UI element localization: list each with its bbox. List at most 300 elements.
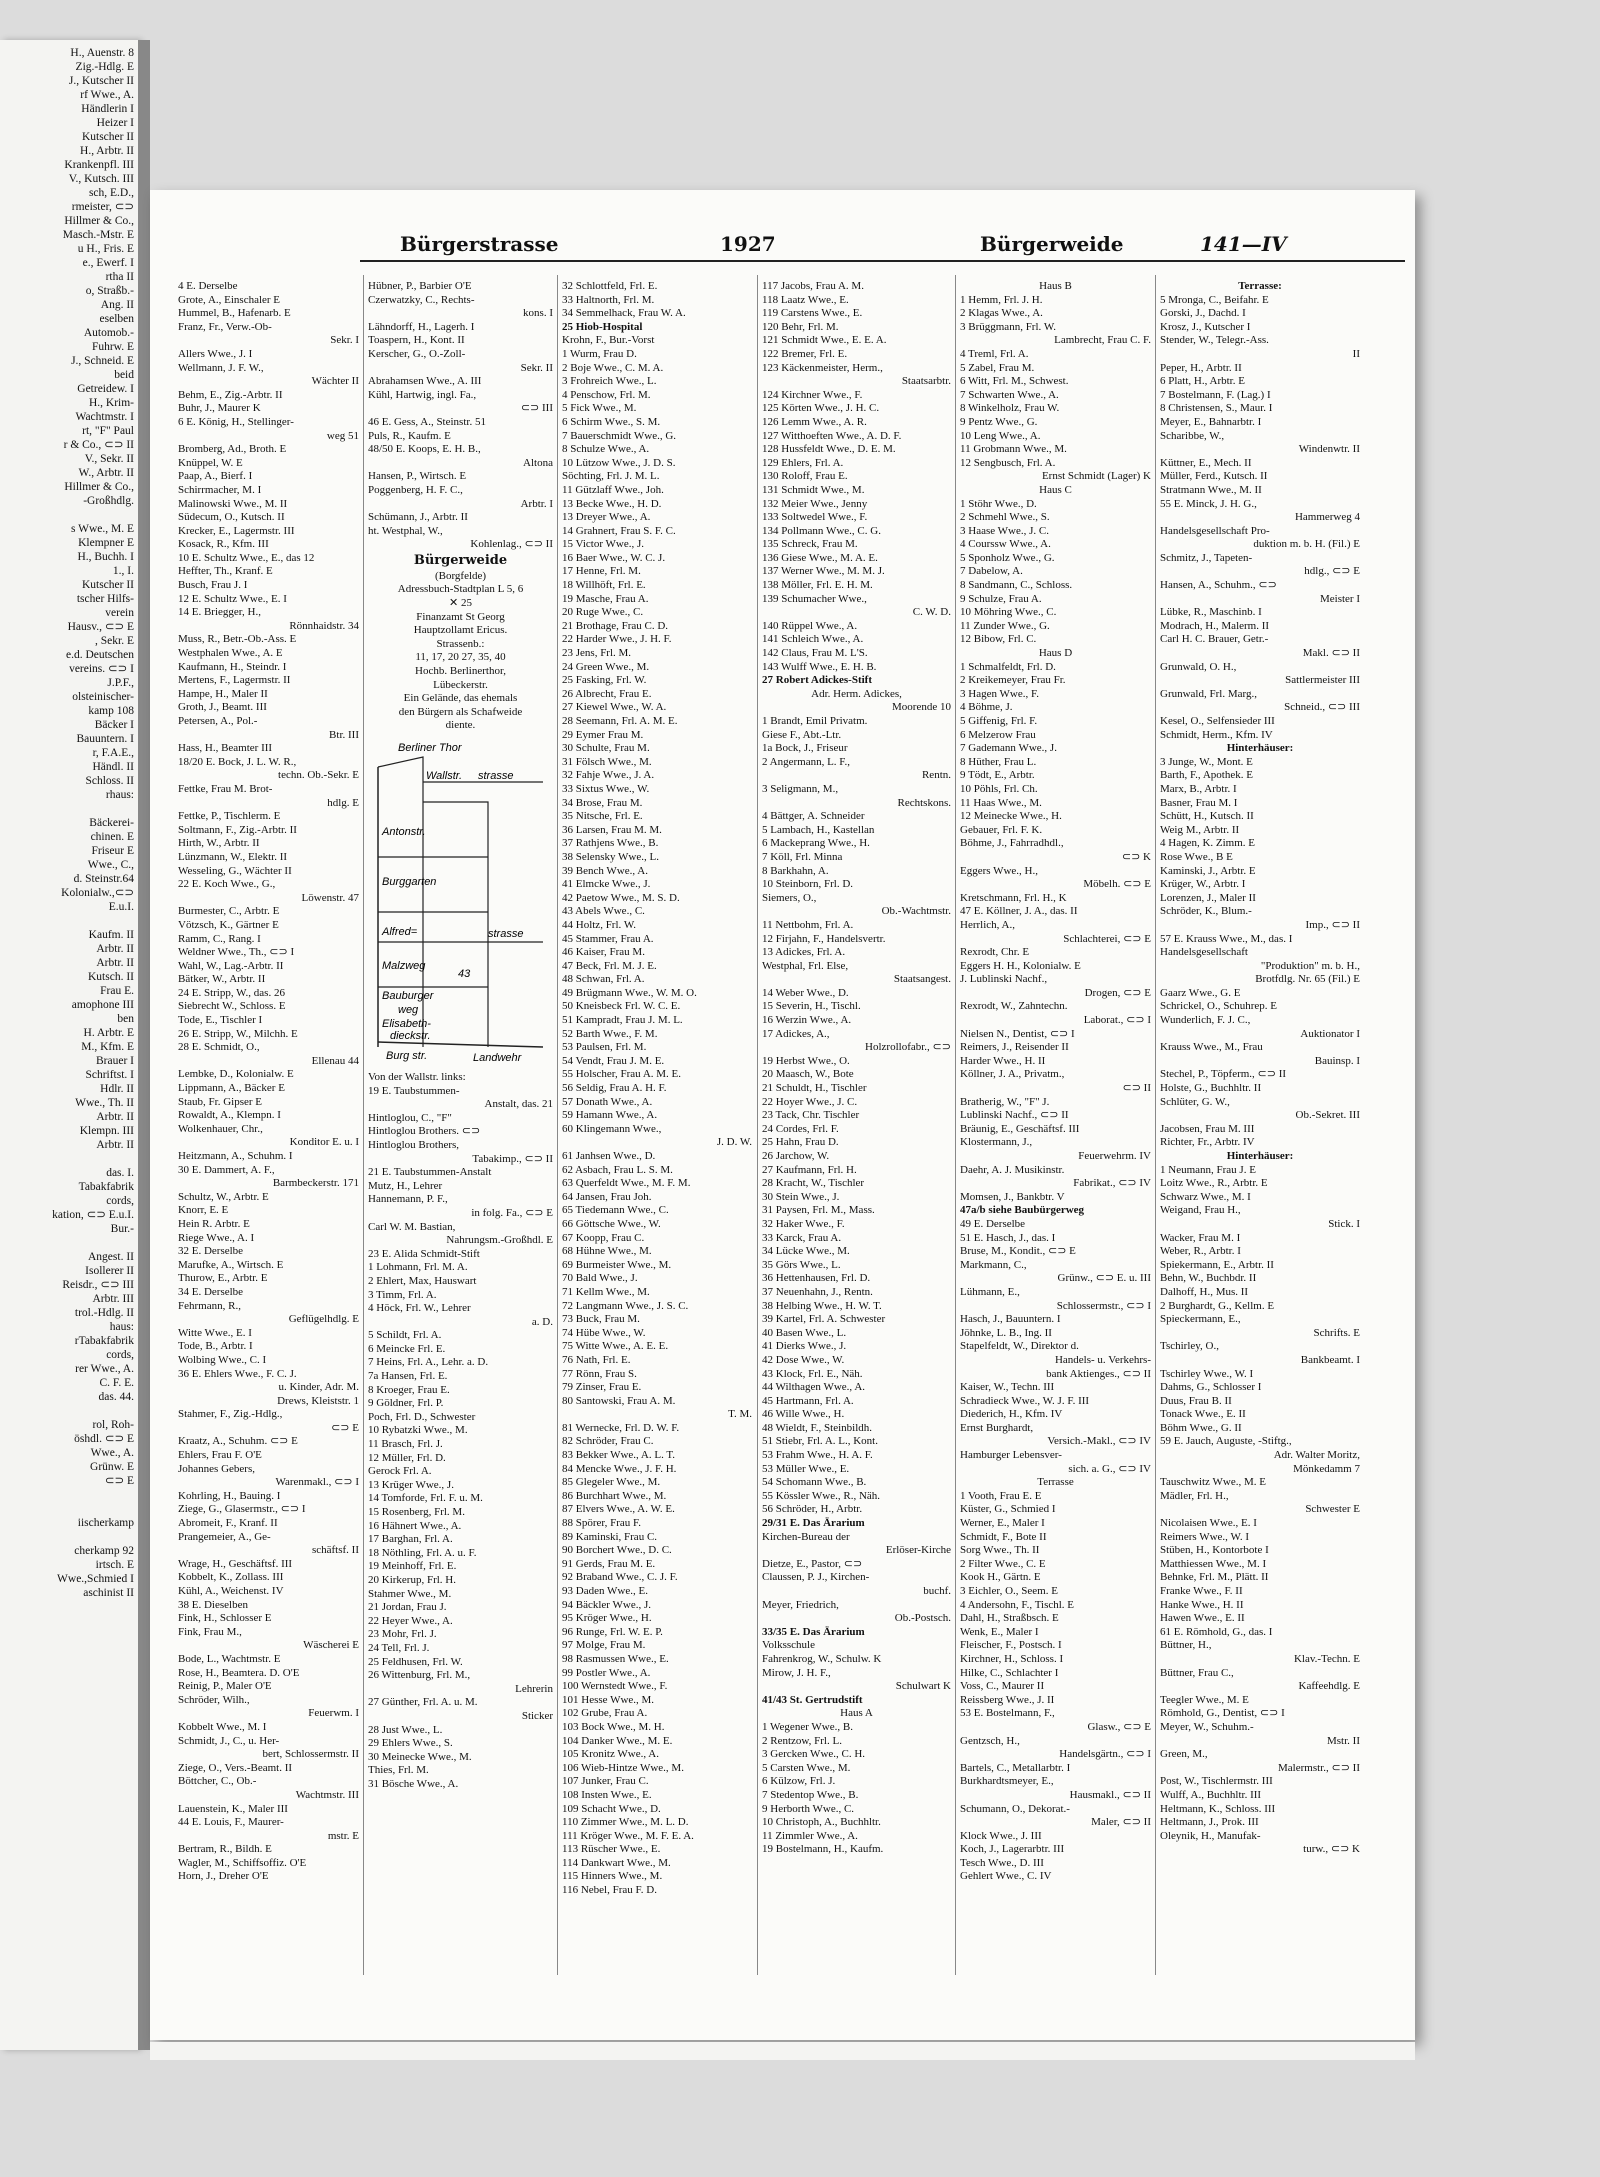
strip-line: rmeister, ⊂⊃ (71, 201, 134, 213)
directory-entry: 42 Paetow Wwe., M. S. D. (562, 891, 680, 904)
directory-entry: 17 Barghan, Frl. A. (368, 1533, 453, 1546)
directory-entry: 24 Tell, Frl. J. (368, 1641, 430, 1654)
directory-entry: Toaspern, H., Kont. II (368, 334, 465, 347)
directory-entry: 33/35 E. Das Ärarium (762, 1625, 865, 1638)
directory-entry: Puls, R., Kaufm. E (368, 429, 451, 442)
directory-entry: 14 Grahnert, Frau S. F. C. (562, 524, 676, 537)
directory-entry: 137 Werner Wwe., M. M. J. (762, 565, 885, 578)
directory-entry: 117 Jacobs, Frau A. M. (762, 280, 864, 292)
directory-entry: Dahms, G., Schlosser I (1160, 1381, 1262, 1394)
strip-line: d. Steinstr.64 (73, 873, 134, 885)
directory-entry: techn. Ob.-Sekr. E (278, 769, 359, 782)
strip-line: Kaufm. II (88, 929, 134, 941)
directory-entry: Handelsgärtn., ⊂⊃ I (1059, 1748, 1151, 1761)
strip-line: Schloss. II (85, 775, 134, 787)
directory-entry: 28 Kracht, W., Tischler (762, 1177, 865, 1190)
directory-entry: 136 Giese Wwe., M. A. E. (762, 551, 878, 564)
directory-entry: Thurow, E., Arbtr. E (178, 1272, 268, 1285)
directory-entry: Weigand, Frau H., (1160, 1204, 1241, 1217)
directory-entry: 9 Herborth Wwe., C. (762, 1802, 855, 1815)
directory-entry: Köllner, J. A., Privatm., (960, 1068, 1065, 1081)
directory-entry: Barth, F., Apothek. E (1160, 769, 1253, 782)
directory-column-6 (1160, 280, 1360, 1980)
directory-entry: Lorenzen, J., Maler II (1160, 891, 1256, 904)
strip-line: Wachtmstr. I (75, 411, 134, 423)
directory-entry: Lübke, R., Maschinb. I (1160, 606, 1262, 619)
directory-entry: Mutz, H., Lehrer (368, 1179, 443, 1192)
directory-entry: Stick. I (1328, 1217, 1360, 1230)
directory-entry: Lehrerin (515, 1682, 553, 1695)
directory-entry: 28 Just Wwe., L. (368, 1723, 443, 1736)
directory-entry: Schirrmacher, M. I (178, 483, 262, 496)
directory-entry: 1 Brandt, Emil Privatm. (762, 715, 868, 727)
directory-entry: Tauschwitz Wwe., M. E (1160, 1476, 1266, 1489)
directory-entry: Petersen, A., Pol.- (178, 715, 258, 727)
directory-entry: 88 Spörer, Frau F. (562, 1517, 642, 1530)
strip-line: amophone III (71, 999, 134, 1011)
directory-entry: Schröder, K., Blum.- (1160, 905, 1252, 918)
directory-entry: 1 Hemm, Frl. J. H. (960, 293, 1043, 306)
directory-entry: Hinterhäuser: (1226, 742, 1294, 755)
strip-line: chinen. E (90, 831, 134, 843)
directory-entry: 120 Behr, Frl. M. (762, 320, 839, 333)
directory-entry: 25 Hahn, Frau D. (762, 1136, 839, 1149)
directory-entry: 37 Neuenhahn, J., Rentn. (762, 1285, 873, 1298)
directory-entry: ht. Westphal, W., (368, 524, 443, 537)
directory-entry: Kaiser, W., Techn. III (960, 1381, 1055, 1394)
directory-entry: ⊂⊃ II (1122, 1082, 1151, 1095)
directory-entry: Ob.-Wachtmstr. (881, 905, 951, 918)
directory-entry: Sorg Wwe., Th. II (960, 1544, 1040, 1557)
directory-entry: 30 Schulte, Frau M. (562, 742, 650, 755)
strip-line: M., Kfm. E (81, 1041, 134, 1053)
directory-entry: Handels- u. Verkehrs- (1054, 1353, 1151, 1366)
directory-entry: 56 Seldig, Frau A. H. F. (562, 1082, 667, 1095)
directory-entry: 33 Karck, Frau A. (762, 1231, 842, 1244)
strip-line: eselben (99, 313, 134, 325)
directory-entry: Ziege, O., Vers.-Beamt. II (178, 1761, 293, 1774)
page-bottom-edge (150, 2042, 1415, 2060)
directory-entry: 6 E. König, H., Stellinger- (178, 415, 294, 428)
directory-entry: Marx, B., Arbtr. I (1160, 782, 1237, 795)
strip-line: Arbtr. II (96, 957, 134, 969)
directory-entry: 63 Querfeldt Wwe., M. F. M. (562, 1177, 691, 1190)
map-label: Burggarten (382, 876, 437, 888)
directory-entry: 19 E. Taubstummen- (368, 1084, 460, 1097)
directory-entry: 44 Holtz, Frl. W. (562, 918, 636, 931)
directory-entry: 132 Meier Wwe., Jenny (762, 497, 868, 510)
directory-entry: 26 Jarchow, W. (762, 1150, 830, 1162)
directory-entry: Grunwald, Frl. Marg., (1160, 687, 1257, 700)
directory-entry: Sekr. II (520, 361, 553, 374)
directory-entry: 138 Möller, Frl. E. H. M. (762, 579, 873, 592)
directory-entry: 9 Schulze, Frau A. (960, 592, 1042, 605)
directory-entry: 57 Donath Wwe., A. (562, 1095, 653, 1108)
directory-entry: 71 Kellm Wwe., M. (562, 1285, 650, 1298)
directory-entry: 21 Schuldt, H., Tischler (762, 1082, 867, 1095)
directory-entry: 68 Hühne Wwe., M. (562, 1245, 652, 1258)
directory-entry: 38 Helbing Wwe., H. W. T. (762, 1299, 882, 1312)
directory-entry: Schumann, O., Dekorat.- (960, 1802, 1070, 1815)
directory-entry: Teegler Wwe., M. E (1160, 1693, 1249, 1706)
strip-line: J., Kutscher II (68, 75, 134, 87)
directory-entry: Kaminski, J., Arbtr. E (1160, 864, 1256, 877)
directory-entry: Nicolaisen Wwe., E. I (1160, 1517, 1257, 1530)
directory-entry: 36 Larsen, Frau M. M. (562, 823, 662, 836)
strip-line: Wwe., A. (90, 1447, 134, 1459)
directory-entry: 133 Soltwedel Wwe., F. (762, 511, 868, 524)
directory-entry: 17 Adickes, A., (762, 1027, 830, 1040)
strip-line: Bäcker I (94, 719, 134, 731)
directory-entry: Horn, J., Dreher O'E (178, 1870, 269, 1883)
strip-line: aschinist II (83, 1587, 134, 1599)
directory-entry: Soltmann, F., Zig.-Arbtr. II (178, 823, 297, 836)
directory-entry: Dietze, E., Pastor, ⊂⊃ (762, 1557, 863, 1570)
column-2-lower-entries (368, 1071, 553, 1791)
directory-entry: 3 Hagen Wwe., F. (960, 687, 1039, 700)
directory-entry: 39 Bench Wwe., A. (562, 864, 648, 877)
directory-entry: Schmidt, Herm., Kfm. IV (1160, 728, 1273, 741)
directory-entry: 4 Bättger, A. Schneider (762, 810, 865, 823)
directory-entry: Krüger, W., Arbtr. I (1160, 878, 1246, 891)
directory-entry: Spiekermann, E., Arbtr. II (1160, 1258, 1274, 1271)
directory-entry: Spieckermann, E., (1160, 1313, 1241, 1326)
directory-entry: Klock Wwe., J. III (960, 1829, 1042, 1842)
directory-entry: 96 Runge, Frl. W. E. P. (562, 1625, 663, 1638)
directory-entry: schäftsf. II (311, 1544, 359, 1557)
directory-entry: duktion m. b. H. (Fil.) E (1253, 538, 1360, 551)
directory-entry: 23 Tack, Chr. Tischler (762, 1109, 860, 1122)
directory-entry: 54 Schomann Wwe., B. (762, 1476, 867, 1489)
map-label: Malzweg (382, 960, 426, 972)
directory-entry: Schlüter, G. W., (1160, 1095, 1230, 1108)
directory-entry: 80 Santowski, Frau A. M. (562, 1394, 676, 1407)
directory-entry: 102 Grube, Frau A. (562, 1707, 648, 1720)
directory-entry: Diederich, H., Kfm. IV (960, 1408, 1063, 1421)
directory-entry: Mstr. II (1327, 1734, 1360, 1747)
strip-line: ben (117, 1013, 134, 1025)
directory-entry: Böhm Wwe., G. II (1160, 1421, 1242, 1434)
directory-entry: Gerock Frl. A. (368, 1465, 432, 1478)
directory-entry: 28 E. Schmidt, O., (178, 1041, 260, 1054)
strip-line: rt, "F" Paul (82, 425, 134, 437)
directory-entry: 5 Mronga, C., Beifahr. E (1160, 293, 1269, 306)
directory-entry: 5 Fick Wwe., M. (562, 402, 637, 415)
column-divider (363, 275, 364, 1975)
directory-entry: 33 Sixtus Wwe., W. (562, 782, 650, 795)
directory-entry: 135 Schreck, Frau M. (762, 538, 858, 551)
directory-entry: Stapelfeldt, W., Direktor d. (960, 1340, 1079, 1353)
directory-entry: Wunderlich, F. J. C., (1160, 1014, 1251, 1027)
directory-entry: Finanzamt St Georg (416, 610, 505, 623)
directory-entry: 47 Beck, Frl. M. J. E. (562, 959, 657, 972)
directory-entry: Hintloglou Brothers, (368, 1138, 460, 1151)
directory-entry: 31 Paysen, Frl. M., Mass. (762, 1204, 875, 1217)
directory-entry: Riege Wwe., A. I (178, 1231, 255, 1244)
directory-entry: J. D. W. (716, 1136, 752, 1149)
directory-entry: 16 Hähnert Wwe., A. (368, 1519, 462, 1532)
strip-line: Wwe., C., (87, 859, 134, 871)
directory-entry: Hummel, B., Hafenarb. E (178, 307, 291, 320)
directory-entry: Adr. Herm. Adickes, (811, 687, 902, 700)
directory-entry: Fettke, Frau M. Brot- (178, 782, 273, 795)
directory-entry: Ernst Burghardt, (960, 1421, 1034, 1434)
strip-line: rhaus: (105, 789, 134, 801)
directory-entry: Lublinski Nachf., ⊂⊃ II (960, 1109, 1069, 1122)
directory-entry: Weber, R., Arbtr. I (1160, 1245, 1241, 1258)
directory-entry: 26 Wittenburg, Frl. M., (368, 1669, 471, 1682)
strip-line: Grünw. E (90, 1461, 134, 1473)
directory-entry: Klav.-Techn. E (1293, 1652, 1360, 1665)
directory-entry: Eggers Wwe., H., (960, 864, 1038, 877)
directory-entry: 72 Langmann Wwe., J. S. C. (562, 1299, 689, 1312)
directory-entry: Franke Wwe., F. II (1160, 1585, 1243, 1597)
directory-entry: 2 Schmehl Wwe., S. (960, 511, 1050, 524)
directory-entry: Lähndorff, H., Lagerh. I (368, 320, 475, 333)
directory-entry: 141 Schleich Wwe., A. (762, 633, 864, 646)
directory-entry: 19 Meinhoff, Frl. E. (368, 1560, 457, 1573)
directory-entry: 1 Stöhr Wwe., D. (960, 497, 1037, 510)
directory-entry: Kohrling, H., Bauing. I (178, 1489, 281, 1502)
directory-entry: 93 Daden Wwe., E. (562, 1585, 648, 1597)
directory-entry: 48 Wieldt, F., Steinbildh. (762, 1421, 873, 1434)
map-label: strasse (488, 928, 524, 940)
directory-entry: 4 Andersohn, F., Tischl. E (960, 1598, 1075, 1611)
strip-line: , Sekr. E (95, 635, 134, 647)
directory-entry: Böhme, J., Fahrradhdl., (960, 837, 1064, 850)
strip-line: Kutscher II (81, 131, 134, 143)
directory-entry: Ramm, C., Rang. I (178, 932, 261, 945)
directory-entry: 7a Hansen, Frl. E. (368, 1370, 448, 1383)
directory-entry: Mädler, Frl. H., (1160, 1489, 1229, 1502)
directory-entry: 13 Adickes, Frl. A. (762, 946, 846, 959)
directory-entry: 3 Seligmann, M., (762, 782, 839, 795)
directory-entry: 6 Külzow, Frl. J. (762, 1775, 836, 1788)
strip-line: Hillmer & Co., (64, 481, 134, 493)
directory-entry: Weldner Wwe., Th., ⊂⊃ I (178, 946, 295, 959)
directory-entry: 3 Brüggmann, Frl. W. (960, 320, 1056, 333)
strip-line: W., Arbtr. II (78, 467, 134, 479)
strip-line: Händl. II (92, 761, 134, 773)
directory-entry: 15 Victor Wwe., J. (562, 538, 645, 551)
directory-entry: Hintloglou Brothers. ⊂⊃ (368, 1125, 481, 1138)
directory-entry: Moorende 10 (892, 701, 951, 714)
directory-entry: 55 Holscher, Frau A. M. E. (562, 1068, 682, 1081)
directory-entry: 90 Borchert Wwe., D. C. (562, 1544, 672, 1557)
directory-entry: Dahl, H., Straßbsch. E (960, 1612, 1059, 1625)
directory-entry: 26 E. Stripp, W., Milchh. E (178, 1027, 298, 1040)
directory-entry: Hinterhäuser: (1226, 1150, 1294, 1162)
directory-entry: Lambrecht, Frau C. F. (1054, 334, 1151, 347)
directory-entry: Witte Wwe., E. I (178, 1326, 252, 1339)
directory-entry: Schlossermstr., ⊂⊃ I (1056, 1299, 1151, 1312)
directory-entry: 32 Schlottfeld, Frl. E. (562, 280, 658, 292)
directory-entry: Wahl, W., Lag.-Arbtr. II (178, 959, 284, 972)
directory-entry: 3 Eichler, O., Seem. E (960, 1585, 1058, 1597)
directory-entry: 52 Barth Wwe., F. M. (562, 1027, 658, 1040)
directory-entry: Bertram, R., Bildh. E (178, 1843, 272, 1856)
directory-entry: 54 Vendt, Frau J. M. E. (562, 1054, 665, 1067)
street-map-svg (368, 737, 548, 1067)
directory-entry: 46 Kaiser, Frau M. (562, 946, 645, 959)
strip-line: Arbtr. II (96, 943, 134, 955)
directory-entry: 1 Neumann, Frau J. E (1160, 1163, 1256, 1176)
directory-entry: 30 E. Dammert, A. F., (178, 1163, 275, 1176)
directory-entry: 10 Steinborn, Frl. D. (762, 878, 854, 891)
directory-entry: Hampe, H., Maler II (178, 687, 268, 700)
directory-entry: Schradieck Wwe., W. J. F. III (960, 1394, 1090, 1407)
directory-entry: 1a Bock, J., Friseur (762, 742, 848, 755)
directory-entry: 11 Grobmann Wwe., M. (960, 443, 1067, 456)
directory-entry: 10 Christoph, A., Buchhltr. (762, 1816, 881, 1829)
directory-entry: 11 Zunder Wwe., G. (960, 619, 1050, 632)
strip-line: Bur.- (110, 1223, 134, 1235)
directory-entry: Wolbing Wwe., C. I (178, 1353, 267, 1366)
directory-entry: Lühmann, E., (960, 1285, 1020, 1298)
directory-entry: Hausmakl., ⊂⊃ II (1069, 1788, 1151, 1801)
directory-entry: 97 Molge, Frau M. (562, 1639, 646, 1652)
directory-entry: 95 Kröger Wwe., H. (562, 1612, 652, 1625)
strip-line: H., Arbtr. II (80, 145, 134, 157)
directory-entry: 2 Klagas Wwe., A. (960, 307, 1043, 320)
directory-entry: 81 Wernecke, Frl. D. W. F. (562, 1421, 680, 1434)
directory-entry: Hass, H., Beamter III (178, 742, 273, 755)
directory-entry: Modrach, H., Malerm. II (1160, 619, 1270, 632)
directory-entry: Eggers H. H., Kolonialw. E (960, 959, 1081, 972)
directory-entry: 2 Kreikemeyer, Frau Fr. (960, 674, 1066, 687)
directory-entry: Gaarz Wwe., G. E (1160, 986, 1241, 999)
directory-entry: 24 Green Wwe., M. (562, 660, 650, 673)
directory-entry: buchf. (923, 1585, 951, 1597)
directory-entry: 12 Firjahn, F., Handelsvertr. (762, 932, 886, 945)
directory-entry: 27 Kiewel Wwe., W. A. (562, 701, 667, 714)
directory-entry: Ernst Schmidt (Lager) K (1041, 470, 1151, 483)
directory-entry: Johannes Gebers, (178, 1462, 255, 1475)
strip-line: H., Krim- (88, 397, 134, 409)
directory-entry: Gehlert Wwe., C. IV (960, 1870, 1052, 1883)
directory-entry: Büttner, Frau C., (1160, 1666, 1234, 1679)
directory-entry: den Bürgern als Schafweide (398, 705, 523, 718)
directory-entry: 74 Hübe Wwe., W. (562, 1326, 646, 1339)
directory-entry: 11, 17, 20 27, 35, 40 (415, 651, 506, 664)
directory-entry: 76 Nath, Frl. E. (562, 1353, 631, 1366)
directory-entry: 33 Haltnorth, Frl. M. (562, 293, 655, 306)
directory-entry: in folg. Fa., ⊂⊃ E (471, 1206, 553, 1219)
directory-entry: a. D. (531, 1315, 553, 1328)
directory-entry: T. M. (728, 1408, 752, 1421)
previous-page-strip (0, 40, 138, 2050)
directory-entry: Mertens, F., Lagermstr. II (178, 674, 291, 687)
strip-line: Friseur E (91, 845, 134, 857)
directory-entry: 23 E. Alida Schmidt-Stift (368, 1247, 480, 1260)
directory-entry: 27 Kaufmann, Frl. H. (762, 1163, 857, 1176)
directory-entry: Brotfdlg. Nr. 65 (Fil.) E (1255, 973, 1360, 986)
directory-entry: Hochb. Berlinerthor, (415, 665, 506, 678)
directory-entry: 51 Kampradt, Frau J. M. L. (562, 1014, 683, 1027)
directory-entry: Fahrenkrog, W., Schulw. K (762, 1652, 882, 1665)
strip-line: Hausv., ⊂⊃ E (67, 621, 134, 633)
directory-entry: 12 Müller, Frl. D. (368, 1451, 446, 1464)
directory-entry: Meister I (1319, 592, 1360, 605)
directory-entry: ✕ 25 (449, 597, 472, 610)
directory-entry: Feuerwehrm. IV (1078, 1150, 1151, 1162)
strip-line: u H., Fris. E (77, 243, 134, 255)
directory-entry: Ehlers, Frau F. O'E (178, 1449, 262, 1462)
directory-entry: "Produktion" m. b. H., (1260, 959, 1360, 972)
directory-entry: 34 Lücke Wwe., M. (762, 1245, 850, 1258)
directory-entry: 30 Stein Wwe., J. (762, 1190, 840, 1203)
directory-entry: Weig M., Arbtr. II (1160, 823, 1240, 836)
strip-line: kation, ⊂⊃ E.u.I. (52, 1209, 134, 1221)
directory-entry: Schulwart K (895, 1680, 951, 1693)
directory-entry: 84 Mencke Wwe., J. F. H. (562, 1462, 677, 1475)
directory-entry: 4 Höck, Frl. W., Lehrer (368, 1302, 471, 1315)
directory-entry: 19 Bostelmann, H., Kaufm. (762, 1843, 884, 1856)
directory-entry: Gentzsch, H., (960, 1734, 1020, 1747)
directory-entry: 1 Schmalfeldt, Frl. D. (960, 660, 1056, 673)
map-label: Landwehr (473, 1052, 522, 1064)
directory-entry: Böttcher, C., Ob.- (178, 1775, 257, 1788)
strip-line: Klempner E (78, 537, 134, 549)
directory-entry: Harder Wwe., H. II (960, 1054, 1046, 1067)
directory-entry: 53 E. Bostelmann, F., (960, 1707, 1055, 1720)
directory-entry: Schultz, W., Arbtr. E (178, 1190, 269, 1203)
strip-line: Masch.-Mstr. E (62, 229, 134, 241)
directory-entry: Hilke, C., Schlachter I (960, 1666, 1059, 1679)
directory-entry: 22 Hoyer Wwe., J. C. (762, 1095, 858, 1108)
directory-entry: 65 Tiedemann Wwe., C. (562, 1204, 669, 1217)
strip-line: C. F. E. (99, 1377, 134, 1389)
directory-entry: Schlachterei, ⊂⊃ E (1063, 932, 1151, 945)
directory-entry: Meyer, W., Schuhm.- (1160, 1720, 1254, 1733)
directory-entry: 15 Rosenberg, Frl. M. (368, 1506, 465, 1518)
directory-entry: 126 Lemm Wwe., A. R. (762, 415, 867, 428)
directory-entry: Richter, Fr., Arbtr. IV (1160, 1136, 1255, 1149)
directory-entry: 14 Weber Wwe., D. (762, 986, 849, 999)
directory-entry: 105 Kronitz Wwe., A. (562, 1748, 659, 1761)
directory-entry: Wächter II (311, 375, 359, 388)
directory-entry: Stechel, P., Töpferm., ⊂⊃ II (1160, 1068, 1287, 1081)
directory-entry: Südecum, O., Kutsch. II (178, 511, 285, 524)
directory-entry: Hauptzollamt Ericus. (413, 624, 508, 637)
directory-entry: Rechtskons. (897, 796, 951, 809)
directory-entry: Lünzmann, W., Elektr. II (178, 850, 288, 863)
directory-entry: 100 Wernstedt Wwe., F. (562, 1680, 668, 1693)
strip-line: Tabakfabrik (78, 1181, 134, 1193)
map-label: Berliner Thor (398, 742, 462, 754)
directory-entry: Schmidt, F., Bote II (960, 1530, 1047, 1543)
directory-entry: 5 Carsten Wwe., M. (762, 1761, 851, 1774)
directory-entry: Koch, J., Lagerarbtr. III (960, 1843, 1065, 1856)
directory-entry: 32 Fahje Wwe., J. A. (562, 769, 655, 782)
directory-entry: Holzrollofabr., ⊂⊃ (865, 1041, 951, 1054)
directory-entry: 87 Elvers Wwe., A. W. E. (562, 1503, 675, 1516)
directory-entry: 2 Ehlert, Max, Hauswart (368, 1274, 477, 1287)
strip-line: rTabakfabrik (74, 1335, 134, 1347)
strip-line: haus: (109, 1321, 134, 1333)
directory-entry: 142 Claus, Frau M. L'S. (762, 647, 868, 660)
strip-line: trol.-Hdlg. II (74, 1307, 134, 1319)
directory-entry: Küster, G., Schmied I (960, 1503, 1056, 1516)
strip-line: iischerkamp (77, 1517, 134, 1529)
directory-entry: Vötzsch, K., Gärtner E (178, 918, 279, 931)
strip-line: Schriftst. I (85, 1069, 134, 1081)
directory-entry: Czerwatzky, C., Rechts- (368, 293, 475, 306)
directory-entry: Poch, Frl. D., Schwester (368, 1410, 476, 1423)
directory-entry: 128 Hussfeldt Wwe., D. E. M. (762, 443, 896, 456)
directory-entry: Kook H., Gärtn. E (960, 1571, 1041, 1584)
directory-entry: Green, M., (1160, 1748, 1208, 1761)
